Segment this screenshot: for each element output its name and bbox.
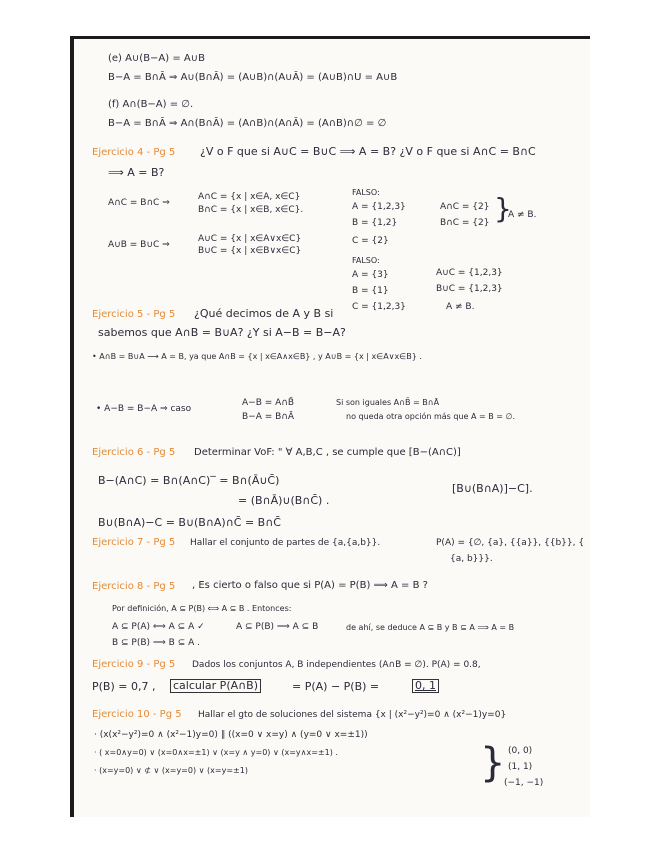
ex4-set-b-2: B = {1} xyxy=(352,286,389,296)
ex8-deduction: de ahí, se deduce A ⊆ B y B ⊆ A ⟹ A = B xyxy=(346,623,515,632)
ex5-if-equal: Si son iguales A∩B̄ = B∩Ā xyxy=(336,398,440,407)
ex4-set-a-2: A = {3} xyxy=(352,270,389,280)
ex8-step-1: A ⊆ P(A) ⟺ A ⊆ A ✓ xyxy=(112,622,205,632)
ex4-a-cap-c-val: A∩C = {2} xyxy=(440,202,490,212)
ex6-right-derivation: B∪(B∩A)−C = B∪(B∩A)∩C̄ = B∩C̄ xyxy=(98,516,281,529)
ex4-b-cup-c-def: B∪C = {x | x∈B∨x∈C} xyxy=(198,246,302,256)
ex4-union-premise: A∪B = B∪C ⇒ xyxy=(108,240,170,250)
exercise-5-title: Ejercicio 5 - Pg 5 xyxy=(92,309,176,320)
ex8-step-3: B ⊆ P(B) ⟹ B ⊆ A . xyxy=(112,638,201,648)
ex4-conclusion-1: A ≠ B. xyxy=(508,210,537,220)
exercise-4-title: Ejercicio 4 - Pg 5 xyxy=(92,147,176,158)
ex9-calc: = P(A) − P(B) = xyxy=(292,680,380,693)
ex5-a-minus-b: A−B = A∩B̄ xyxy=(242,398,295,408)
ex4-brace-1: } xyxy=(494,192,512,225)
exercise-6-title: Ejercicio 6 - Pg 5 xyxy=(92,447,176,458)
ex5-case-2: • A−B = B−A ⇒ caso xyxy=(96,404,192,414)
exercise-9-title: Ejercicio 9 - Pg 5 xyxy=(92,659,176,670)
exercise-9-question: Dados los conjuntos A, B independientes (A∩B = ∅). P(A) = 0.8, xyxy=(192,660,481,670)
ex8-step-2: A ⊆ P(B) ⟹ A ⊆ B xyxy=(236,622,319,632)
ex10-step-1: · (x(x²−y²)=0 ∧ (x²−1)y=0) ∥ ((x=0 ∨ x=y) ∧ (y=0 ∨ x=±1)) xyxy=(94,730,368,740)
ex9-given: P(B) = 0,7 , xyxy=(92,680,156,693)
ex4-a-cup-c-def: A∪C = {x | x∈A∨x∈C} xyxy=(198,234,302,244)
item-f-derivation: B−A = B∩Ā ⇒ A∩(B∩Ā) = (A∩B)∩(A∩Ā) = (A∩B)∩∅ = ∅ xyxy=(108,118,387,129)
ex10-solution-3: (−1, −1) xyxy=(504,778,544,788)
exercise-10-question: Hallar el gto de soluciones del sistema {x | (x²−y²)=0 ∧ (x²−1)y=0} xyxy=(198,710,507,720)
exercise-8-question: , Es cierto o falso que si P(A) = P(B) ⟹ A = B ? xyxy=(192,580,428,591)
ex4-set-c-1: C = {2} xyxy=(352,236,389,246)
ex4-b-cup-c-val: B∪C = {1,2,3} xyxy=(436,284,503,294)
ex4-b-cap-c-val: B∩C = {2} xyxy=(440,218,490,228)
exercise-10-title: Ejercicio 10 - Pg 5 xyxy=(92,709,182,720)
ex4-intersection-premise: A∩C = B∩C ⇒ xyxy=(108,198,170,208)
ex4-false-label-2: FALSO: xyxy=(352,256,380,265)
ex5-b-minus-a: B−A = B∩Ā xyxy=(242,412,295,422)
ex4-b-cap-c-def: B∩C = {x | x∈B, x∈C}. xyxy=(198,205,304,215)
item-e-heading: (e) A∪(B−A) = A∪B xyxy=(108,53,205,64)
ex4-a-cap-c-def: A∩C = {x | x∈A, x∈C} xyxy=(198,192,301,202)
ex4-false-label-1: FALSO: xyxy=(352,188,380,197)
ex6-left-side-cont: = (B∩Ā)∪(B∩C̄) . xyxy=(238,494,330,507)
exercise-4-question: ¿V o F que si A∪C = B∪C ⟹ A = B? ¿V o F que si A∩C = B∩C xyxy=(200,145,536,158)
exercise-7-title: Ejercicio 7 - Pg 5 xyxy=(92,537,176,548)
ex4-set-c-2: C = {1,2,3} xyxy=(352,302,406,312)
ex10-solution-1: (0, 0) xyxy=(508,746,533,756)
ex10-step-3: · (x=y=0) ∨ ⊄ ∨ (x=y=0) ∨ (x=y=±1) xyxy=(94,766,248,775)
ex9-calc-box: calcular P(A∩B̄) xyxy=(170,679,261,693)
notebook-page xyxy=(70,36,590,817)
ex4-set-b-1: B = {1,2} xyxy=(352,218,398,228)
exercise-5-question-cont: sabemos que A∩B = B∪A? ¿Y si A−B = B−A? xyxy=(98,326,346,339)
ex6-right-side: [B∪(B∩A)]−C]. xyxy=(452,482,533,495)
ex4-conclusion-2: A ≠ B. xyxy=(446,302,475,312)
ex8-definition: Por definición, A ⊆ P(B) ⟺ A ⊆ B . Entonces: xyxy=(112,604,292,613)
exercise-6-question: Determinar VoF: " ∀ A,B,C , se cumple que [B−(A∩C)] xyxy=(194,447,461,458)
exercise-8-title: Ejercicio 8 - Pg 5 xyxy=(92,581,176,592)
exercise-5-question: ¿Qué decimos de A y B si xyxy=(194,307,334,320)
ex5-conclusion: no queda otra opción más que A = B = ∅. xyxy=(346,412,516,421)
ex4-a-cup-c-val: A∪C = {1,2,3} xyxy=(436,268,503,278)
ex10-brace: } xyxy=(480,740,506,786)
ex10-step-2: · ( x=0∧y=0) ∨ (x=0∧x=±1) ∨ (x=y ∧ y=0) ∨ (x=y∧x=±1) . xyxy=(94,748,338,757)
item-e-derivation: B−A = B∩Ā ⇒ A∪(B∩Ā) = (A∪B)∩(A∪Ā) = (A∪B)∩U = A∪B xyxy=(108,72,398,83)
ex10-solution-2: (1, 1) xyxy=(508,762,533,772)
ex4-set-a-1: A = {1,2,3} xyxy=(352,202,406,212)
exercise-4-question-cont: ⟹ A = B? xyxy=(108,166,165,179)
item-f-heading: (f) A∩(B−A) = ∅. xyxy=(108,99,194,110)
ex5-case-1: • A∩B = B∪A ⟶ A = B, ya que A∩B = {x | x∈A∧x∈B} , y A∪B = {x | x∈A∨x∈B} . xyxy=(92,352,422,361)
ex9-result: 0, 1 xyxy=(412,679,439,693)
ex7-power-set: P(A) = {∅, {a}, {{a}}, {{b}}, { xyxy=(436,538,585,548)
ex7-power-set-cont: {a, b}}}. xyxy=(450,554,493,564)
ex6-left-side: B−(A∩C) = B∩(A∩C)‾ = B∩(Ā∪C̄) xyxy=(98,474,280,487)
exercise-7-question: Hallar el conjunto de partes de {a,{a,b}}. xyxy=(190,538,381,548)
